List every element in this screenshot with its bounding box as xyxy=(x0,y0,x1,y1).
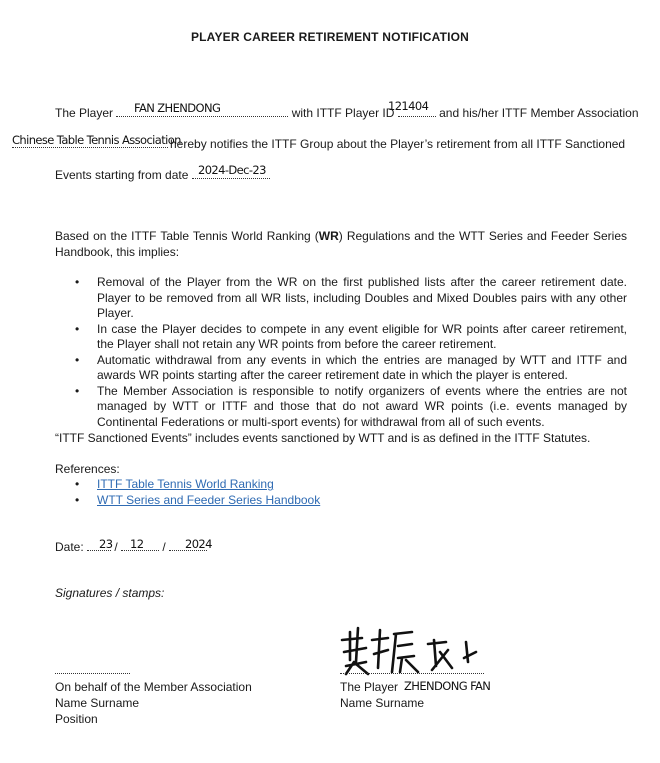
ittf-world-ranking-link[interactable]: ITTF Table Tennis World Ranking xyxy=(97,477,274,491)
member-name-surname-label: Name Surname xyxy=(55,696,140,710)
events-from-label: Events starting from date xyxy=(55,168,189,182)
date-day-value: 23 xyxy=(99,537,113,551)
references-list xyxy=(55,477,320,508)
sanctioned-events-note: “ITTF Sanctioned Events” includes events sanctioned by WTT and is as defined in the ITTF Statutes. xyxy=(55,431,591,445)
based-on-text-1: Based on the ITTF Table Tennis World Ranking ( xyxy=(55,229,319,243)
association-field xyxy=(12,147,168,148)
list-item xyxy=(55,477,320,493)
player-id-value: 121404 xyxy=(388,99,429,113)
list-item: • In case the Player decides to compete in any event eligible for WR points after career retirement, the Player shall not retain any WR points from before the career retirement. xyxy=(55,322,627,353)
date-month-value: 12 xyxy=(130,537,144,551)
references-heading: References: xyxy=(55,462,120,476)
retirement-date-value: 2024-Dec-23 xyxy=(198,163,266,177)
list-item: • Automatic withdrawal from any events in which the entries are managed by WTT and ITTF and awards WR points starting after the career retirement date in which the player is entered. xyxy=(55,353,627,384)
association-value: Chinese Table Tennis Association xyxy=(12,133,181,147)
based-on-text-2: ) Regulations and the WTT Series and Feeder Series Handbook, this implies: xyxy=(55,229,627,259)
date-separator: / xyxy=(162,540,166,554)
the-player-signature-label xyxy=(340,680,398,694)
list-item: • Removal of the Player from the WR on the first published lists after the career retirement date. Player to be removed from all WR lists, including Doubles and Mixed Doubles pairs with any other Player. xyxy=(55,275,627,322)
player-printed-name: ZHENDONG FAN xyxy=(404,679,491,693)
date-year-value: 2024 xyxy=(185,537,212,551)
player-name-surname-label: Name Surname xyxy=(340,696,425,710)
list-item xyxy=(55,493,320,509)
the-player-label: The Player xyxy=(55,106,114,120)
implications-list xyxy=(55,275,627,430)
and-association-label: and his/her ITTF Member Association xyxy=(439,106,639,120)
list-item: • The Member Association is responsible to notify organizers of events where the entries are not managed by WTT or ITTF and those that do not award WR points (i.e. events managed by Continental Federations or multi-sport events) for withdrawal from all of such events. xyxy=(55,384,627,431)
document-title: PLAYER CAREER RETIREMENT NOTIFICATION xyxy=(190,30,470,44)
intro-line-2 xyxy=(170,137,625,151)
based-on-paragraph xyxy=(55,229,627,260)
signatures-heading: Signatures / stamps: xyxy=(55,586,165,600)
member-position-label: Position xyxy=(55,712,98,726)
player-signature-line xyxy=(340,673,484,674)
the-player-prefix: The Player xyxy=(340,680,399,694)
date-label: Date: xyxy=(55,540,84,554)
wtt-handbook-link[interactable]: WTT Series and Feeder Series Handbook xyxy=(97,492,321,507)
date-separator: / xyxy=(114,540,118,554)
with-id-label: with ITTF Player ID xyxy=(291,106,395,120)
member-association-signature-line xyxy=(55,673,130,674)
wr-abbrev: WR xyxy=(318,229,339,243)
player-name-value: FAN ZHENDONG xyxy=(134,101,221,115)
notifies-text: hereby notifies the ITTF Group about the Player’s retirement from all ITTF Sanctioned xyxy=(170,137,626,151)
member-association-label: On behalf of the Member Association xyxy=(55,680,252,694)
